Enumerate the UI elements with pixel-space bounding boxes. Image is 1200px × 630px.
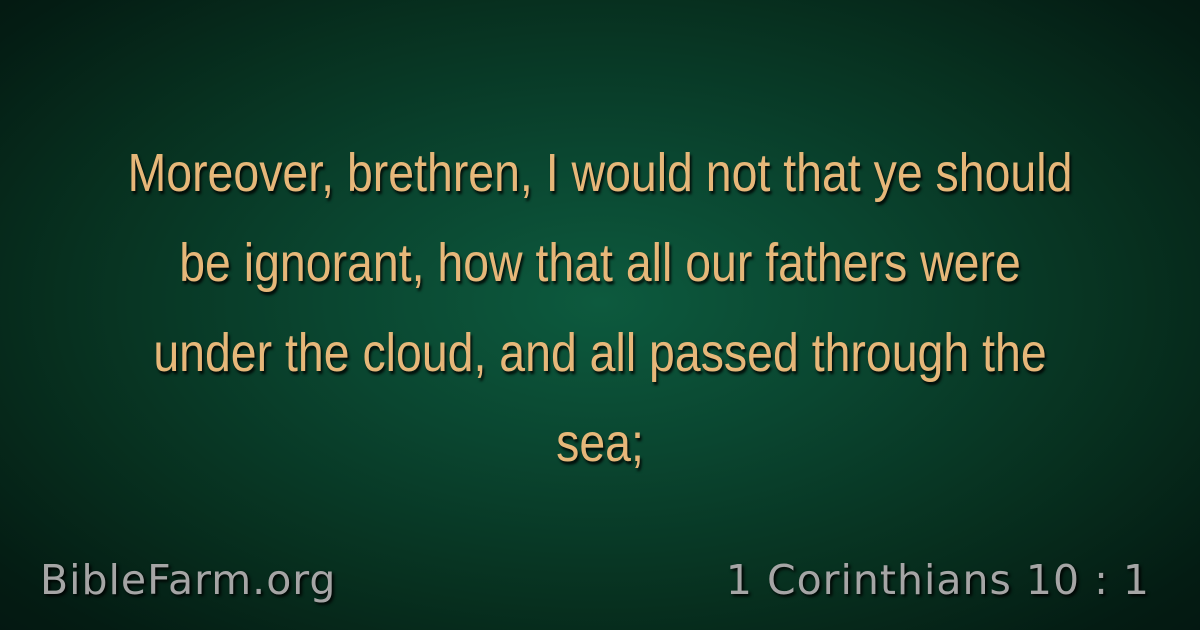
verse-reference: 1 Corinthians 10 : 1 xyxy=(725,556,1150,604)
site-name: BibleFarm.org xyxy=(40,556,337,604)
verse-text: Moreover, brethren, I would not that ye should be ignorant, how that all our fathers were under the cloud, and all passed through the sea; xyxy=(127,143,1073,473)
